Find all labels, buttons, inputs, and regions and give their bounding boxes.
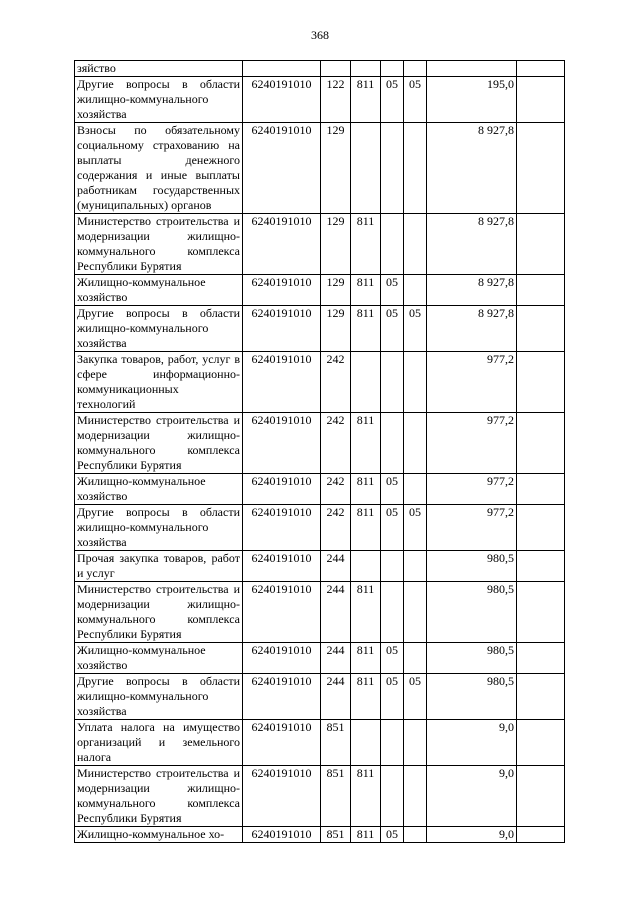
row-sum-cell: 8 927,8 [427, 306, 517, 352]
row-grbs-cell: 811 [351, 214, 381, 275]
row-rz-cell: 05 [381, 474, 404, 505]
row-extra-cell [517, 505, 565, 551]
row-rz-cell [381, 551, 404, 582]
row-rz-cell [381, 766, 404, 827]
row-pr-cell [404, 582, 427, 643]
budget-table-body [75, 61, 565, 843]
row-pr-cell [404, 61, 427, 77]
row-grbs-cell: 811 [351, 674, 381, 720]
row-grbs-cell: 811 [351, 474, 381, 505]
row-grbs-cell: 811 [351, 582, 381, 643]
row-csr-cell: 6240191010 [243, 505, 321, 551]
table-row [75, 720, 565, 766]
row-vr-cell: 122 [321, 77, 351, 123]
row-pr-cell [404, 275, 427, 306]
row-name-cell: Уплата налога на имущество организаций и земельного налога [75, 720, 243, 766]
row-vr-cell: 129 [321, 306, 351, 352]
row-csr-cell: 6240191010 [243, 306, 321, 352]
row-vr-cell: 242 [321, 413, 351, 474]
row-name-cell: Закупка товаров, работ, услуг в сфере информационно-коммуникационных технологий [75, 352, 243, 413]
row-rz-cell [381, 123, 404, 214]
table-row [75, 123, 565, 214]
row-pr-cell [404, 720, 427, 766]
row-name-cell: Другие вопросы в области жилищно-коммунального хозяйства [75, 77, 243, 123]
row-csr-cell: 6240191010 [243, 766, 321, 827]
row-csr-cell: 6240191010 [243, 77, 321, 123]
row-rz-cell: 05 [381, 505, 404, 551]
row-grbs-cell: 811 [351, 766, 381, 827]
row-grbs-cell: 811 [351, 413, 381, 474]
table-row [75, 551, 565, 582]
row-vr-cell: 242 [321, 352, 351, 413]
row-extra-cell [517, 582, 565, 643]
table-row [75, 766, 565, 827]
row-csr-cell: 6240191010 [243, 123, 321, 214]
row-name-cell: Жилищно-коммунальное хозяйство [75, 643, 243, 674]
row-sum-cell: 8 927,8 [427, 214, 517, 275]
row-rz-cell [381, 352, 404, 413]
table-row [75, 474, 565, 505]
row-csr-cell: 6240191010 [243, 827, 321, 843]
row-csr-cell: 6240191010 [243, 582, 321, 643]
table-row [75, 582, 565, 643]
row-vr-cell: 244 [321, 582, 351, 643]
table-row [75, 61, 565, 77]
table-row [75, 505, 565, 551]
row-grbs-cell: 811 [351, 827, 381, 843]
row-sum-cell: 977,2 [427, 413, 517, 474]
row-sum-cell: 980,5 [427, 643, 517, 674]
row-extra-cell [517, 766, 565, 827]
row-pr-cell [404, 827, 427, 843]
row-grbs-cell [351, 352, 381, 413]
row-extra-cell [517, 551, 565, 582]
row-rz-cell [381, 582, 404, 643]
row-csr-cell: 6240191010 [243, 674, 321, 720]
row-sum-cell: 980,5 [427, 551, 517, 582]
row-rz-cell: 05 [381, 643, 404, 674]
row-vr-cell: 129 [321, 123, 351, 214]
row-pr-cell [404, 123, 427, 214]
table-row [75, 827, 565, 843]
row-extra-cell [517, 275, 565, 306]
row-pr-cell [404, 352, 427, 413]
row-grbs-cell [351, 123, 381, 214]
table-row [75, 413, 565, 474]
row-csr-cell: 6240191010 [243, 214, 321, 275]
table-row [75, 674, 565, 720]
row-extra-cell [517, 643, 565, 674]
row-name-cell: Жилищно-коммунальное хо- [75, 827, 243, 843]
row-vr-cell: 851 [321, 766, 351, 827]
row-sum-cell: 977,2 [427, 352, 517, 413]
row-pr-cell [404, 551, 427, 582]
row-name-cell: Другие вопросы в области жилищно-коммунального хозяйства [75, 674, 243, 720]
row-pr-cell [404, 474, 427, 505]
row-sum-cell: 977,2 [427, 474, 517, 505]
row-extra-cell [517, 674, 565, 720]
row-vr-cell: 851 [321, 720, 351, 766]
row-grbs-cell: 811 [351, 275, 381, 306]
row-extra-cell [517, 827, 565, 843]
row-sum-cell: 8 927,8 [427, 275, 517, 306]
table-row [75, 306, 565, 352]
row-grbs-cell [351, 720, 381, 766]
row-extra-cell [517, 123, 565, 214]
row-pr-cell [404, 214, 427, 275]
table-row [75, 275, 565, 306]
row-pr-cell: 05 [404, 674, 427, 720]
row-sum-cell: 9,0 [427, 720, 517, 766]
row-extra-cell [517, 352, 565, 413]
page-number: 368 [311, 28, 329, 42]
row-grbs-cell [351, 61, 381, 77]
row-vr-cell: 129 [321, 275, 351, 306]
row-vr-cell: 242 [321, 474, 351, 505]
row-vr-cell: 244 [321, 643, 351, 674]
row-sum-cell: 977,2 [427, 505, 517, 551]
row-csr-cell: 6240191010 [243, 720, 321, 766]
row-extra-cell [517, 77, 565, 123]
table-row [75, 643, 565, 674]
row-sum-cell: 195,0 [427, 77, 517, 123]
row-pr-cell: 05 [404, 77, 427, 123]
row-pr-cell [404, 643, 427, 674]
row-name-cell: Министерство строительства и модернизации жилищно-коммунального комплекса Республики Бурятия [75, 582, 243, 643]
row-extra-cell [517, 214, 565, 275]
row-sum-cell [427, 61, 517, 77]
row-name-cell: Жилищно-коммунальное хозяйство [75, 275, 243, 306]
row-csr-cell: 6240191010 [243, 275, 321, 306]
row-vr-cell: 129 [321, 214, 351, 275]
row-name-cell: Прочая закупка товаров, работ и услуг [75, 551, 243, 582]
row-vr-cell: 244 [321, 551, 351, 582]
budget-table [74, 60, 565, 843]
row-pr-cell [404, 766, 427, 827]
row-rz-cell [381, 720, 404, 766]
row-name-cell: Взносы по обязательному социальному страхованию на выплаты денежного содержания и иные выплаты работникам государственных (муниципальных) органов [75, 123, 243, 214]
row-name-cell: Министерство строительства и модернизации жилищно-коммунального комплекса Республики Бурятия [75, 413, 243, 474]
row-csr-cell: 6240191010 [243, 352, 321, 413]
row-rz-cell: 05 [381, 77, 404, 123]
row-extra-cell [517, 413, 565, 474]
row-grbs-cell: 811 [351, 505, 381, 551]
table-row [75, 77, 565, 123]
row-rz-cell [381, 61, 404, 77]
row-pr-cell: 05 [404, 306, 427, 352]
row-vr-cell: 851 [321, 827, 351, 843]
row-sum-cell: 9,0 [427, 827, 517, 843]
row-grbs-cell: 811 [351, 306, 381, 352]
row-csr-cell: 6240191010 [243, 643, 321, 674]
row-sum-cell: 980,5 [427, 674, 517, 720]
row-csr-cell [243, 61, 321, 77]
row-rz-cell: 05 [381, 674, 404, 720]
row-pr-cell: 05 [404, 505, 427, 551]
row-name-cell: Министерство строительства и модернизации жилищно-коммунального комплекса Республики Бурятия [75, 766, 243, 827]
row-rz-cell: 05 [381, 306, 404, 352]
row-sum-cell: 8 927,8 [427, 123, 517, 214]
row-grbs-cell [351, 551, 381, 582]
row-name-cell: Министерство строительства и модернизации жилищно-коммунального комплекса Республики Бурятия [75, 214, 243, 275]
row-vr-cell: 244 [321, 674, 351, 720]
row-rz-cell [381, 413, 404, 474]
table-row [75, 214, 565, 275]
table-row [75, 352, 565, 413]
row-extra-cell [517, 61, 565, 77]
row-extra-cell [517, 720, 565, 766]
row-name-cell: Другие вопросы в области жилищно-коммунального хозяйства [75, 505, 243, 551]
row-name-cell: Жилищно-коммунальное хозяйство [75, 474, 243, 505]
row-sum-cell: 980,5 [427, 582, 517, 643]
row-csr-cell: 6240191010 [243, 413, 321, 474]
row-rz-cell [381, 214, 404, 275]
row-grbs-cell: 811 [351, 77, 381, 123]
row-csr-cell: 6240191010 [243, 551, 321, 582]
row-vr-cell [321, 61, 351, 77]
row-extra-cell [517, 306, 565, 352]
row-grbs-cell: 811 [351, 643, 381, 674]
row-name-cell: Другие вопросы в области жилищно-коммунального хозяйства [75, 306, 243, 352]
row-vr-cell: 242 [321, 505, 351, 551]
row-name-cell: зяйство [75, 61, 243, 77]
row-sum-cell: 9,0 [427, 766, 517, 827]
row-extra-cell [517, 474, 565, 505]
row-csr-cell: 6240191010 [243, 474, 321, 505]
row-pr-cell [404, 413, 427, 474]
row-rz-cell: 05 [381, 275, 404, 306]
row-rz-cell: 05 [381, 827, 404, 843]
